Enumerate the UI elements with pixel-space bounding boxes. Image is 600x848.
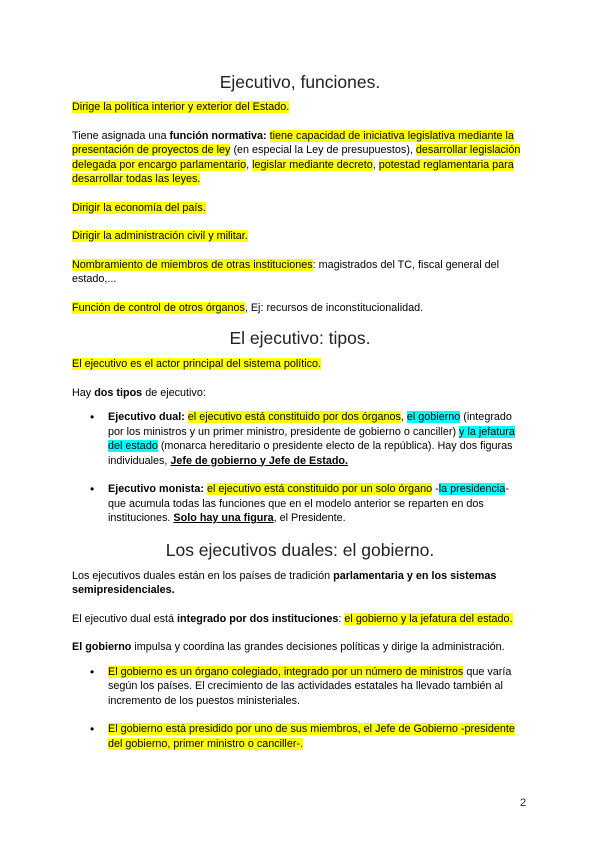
highlight-text: potestad reglamentaria para desarrollar todas las leyes. (72, 158, 514, 185)
text-run: (monarca hereditario o presidente electo de la república). Hay dos figuras individuales, (108, 440, 513, 467)
bold-text: integrado por dos instituciones (177, 612, 339, 625)
cyan-highlight-text: el gobierno (406, 411, 461, 423)
text-run: (en especial la Ley de presupuestos), (230, 144, 416, 156)
highlight-text: Dirigir la administración civil y militar. (72, 230, 248, 242)
text-run: , (246, 158, 253, 171)
text-run: (integrado por los ministros y un primer ministro, presidente de gobierno o canciller) (108, 411, 512, 438)
highlight-text: El gobierno está presidido por uno de sus miembros, el Jefe de Gobierno -presidente del gobierno, primer ministro o canciller-. (108, 723, 515, 750)
bold-text: parlamentaria y en los sistemas semipresidenciales. (72, 569, 497, 596)
bold-underline-text: Jefe de gobierno y Jefe de Estado. (170, 454, 349, 467)
document-page (72, 70, 528, 751)
text-run: - que acumula todas las funciones que en el modelo anterior se reparten en dos instituciones. (108, 483, 509, 524)
paragraph-integrado (72, 612, 528, 627)
section-title-funciones: Ejecutivo, funciones. (219, 72, 381, 92)
text-run: , Ej: recursos de inconstitucionalidad. (244, 301, 424, 314)
bold-underline-text: Solo hay una figura (173, 512, 274, 524)
paragraph-economia (72, 201, 528, 216)
paragraph-control (72, 301, 528, 316)
list-spacer (108, 708, 528, 722)
highlight-text: tiene capacidad de iniciativa legislativa mediante la presentación de proyectos de ley (72, 129, 514, 156)
cyan-highlight-text: y la jefatura del estado (108, 425, 515, 452)
list-item-organo-colegiado (108, 665, 528, 709)
highlight-text: Nombramiento de miembros de otras instituciones (72, 258, 313, 271)
highlight-text: Dirigir la economía del país. (72, 201, 206, 214)
highlight-text: El ejecutivo es el actor principal del sistema político. (72, 358, 322, 370)
text-run: , (400, 411, 407, 423)
paragraph-tradicion (72, 569, 528, 598)
text-run: : magistrados del TC, fiscal general del estado,... (72, 258, 500, 285)
highlight-text: Función de control de otros órganos (72, 301, 245, 314)
list-item-ejecutivo-monista (108, 482, 528, 526)
text-run: : (338, 612, 345, 625)
highlight-text: desarrollar legislación delegada por encargo parlamentario (72, 144, 521, 171)
list-item-ejecutivo-dual (108, 410, 528, 468)
highlight-text: legislar mediante decreto (252, 158, 373, 171)
text-run: de ejecutivo: (142, 386, 206, 399)
paragraph-dos-tipos (72, 386, 528, 401)
bold-text: Ejecutivo dual: (108, 411, 185, 423)
text-run: El ejecutivo dual está (72, 612, 178, 625)
text-run: Hay (72, 386, 95, 399)
text-run: impulsa y coordina las grandes decisiones políticas y dirige la administración. (131, 641, 505, 653)
section-title-tipos: El ejecutivo: tipos. (229, 328, 371, 348)
page-number: 2 (520, 797, 527, 809)
section-title-gobierno: Los ejecutivos duales: el gobierno. (165, 539, 435, 560)
cyan-highlight-text: la presidencia (438, 483, 506, 495)
highlight-text: el ejecutivo está constituido por dos órganos (187, 411, 401, 423)
text-run: Tiene asignada una (72, 129, 170, 142)
gobierno-list (72, 665, 528, 752)
bold-text: Ejecutivo monista: (108, 483, 204, 495)
paragraph-funcion-normativa (72, 129, 528, 187)
highlight-text: Dirige la política interior y exterior del Estado. (72, 101, 290, 113)
highlight-text: El gobierno es un órgano colegiado, integrado por un número de ministros (108, 665, 464, 678)
bold-text: función normativa: (169, 129, 267, 142)
tipos-list (72, 410, 528, 526)
paragraph-nombramiento (72, 258, 528, 287)
highlight-text: el ejecutivo está constituido por un solo órgano (207, 483, 433, 495)
paragraph-el-gobierno (72, 640, 528, 655)
text-run: Los ejecutivos duales están en los países de tradición (72, 569, 334, 582)
paragraph-administracion (72, 229, 528, 244)
text-run: , (372, 158, 379, 171)
highlight-text: el gobierno y la jefatura del estado. (344, 612, 513, 625)
text-run: que varía según los países. El crecimiento de las actividades estatales ha llevado también al incremento de los puestos ministeriales. (108, 665, 512, 707)
list-item-presidido (108, 722, 528, 751)
text-run: - (432, 483, 439, 495)
bold-text: dos tipos (94, 386, 143, 399)
text-run: , el Presidente. (273, 512, 346, 524)
list-spacer (108, 468, 528, 482)
paragraph-politica (72, 100, 528, 115)
paragraph-actor-principal (72, 357, 528, 372)
bold-text: El gobierno (72, 641, 132, 653)
